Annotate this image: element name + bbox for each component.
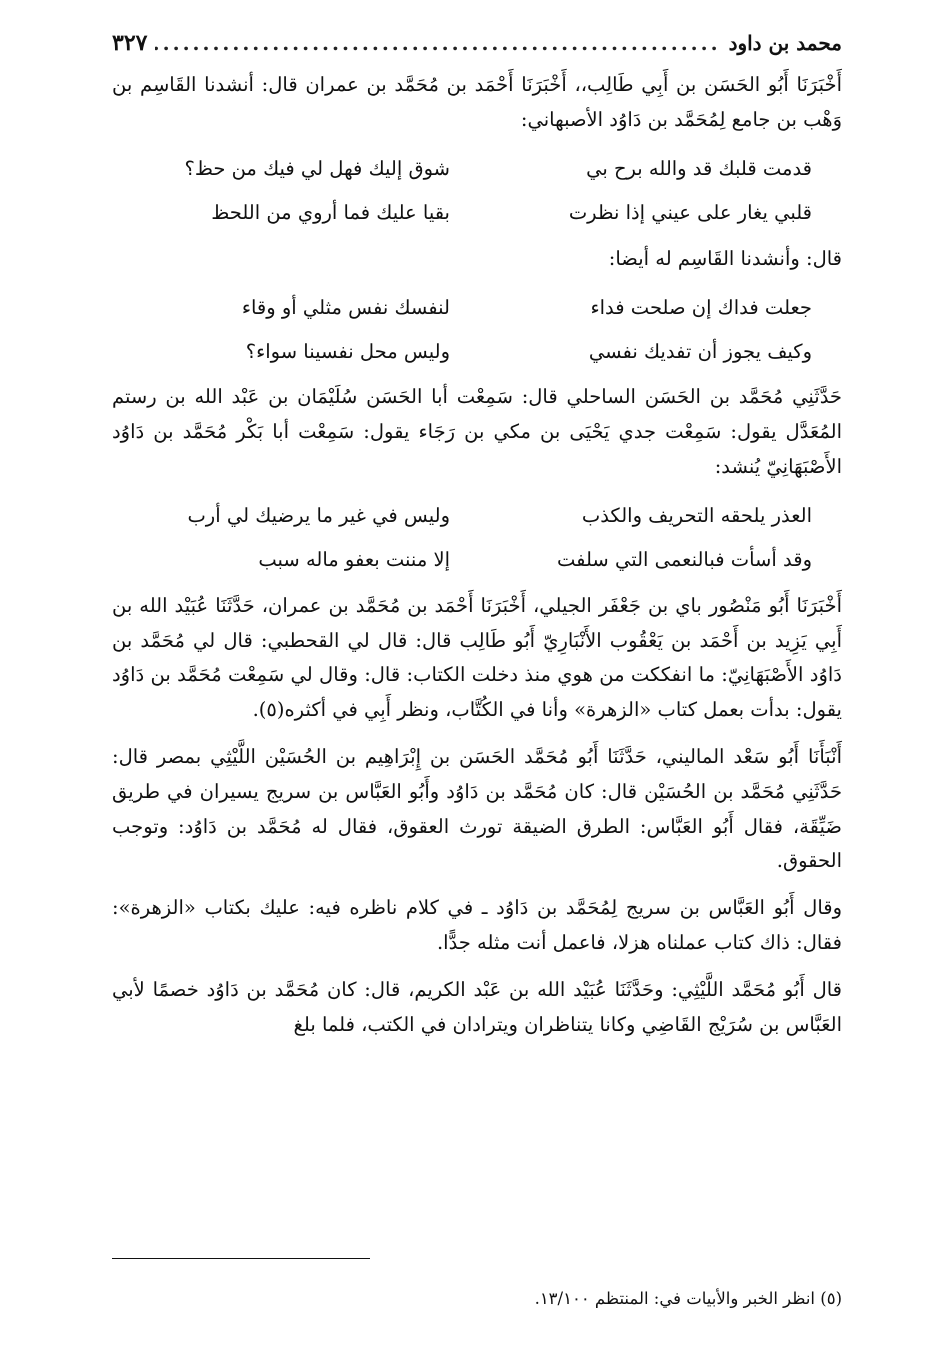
paragraph: وقال أَبُو العَبَّاس بن سريج لِمُحَمَّد بن دَاوُد ـ في كلام ناظره فيه: عليك بكتاب «الزهرة»: فقال: ذاك كتاب عملناه هزلا، فاعمل أنت مثله جدًّا. <box>112 896 842 954</box>
verse-first-hemistich: العذر يلحقه التحريف والكذب <box>581 504 812 528</box>
verse-line <box>112 192 842 236</box>
leader-dots <box>155 31 720 55</box>
verse-second-hemistich: وليس في غير ما يرضيك لي أرب <box>187 504 450 528</box>
verse-second-hemistich: شوق إليك فهل لي فيك من حظ؟ <box>184 157 450 181</box>
verse-first-hemistich: جعلت فداك إن صلحت فداء <box>590 295 812 319</box>
footnote: (٥) انظر الخبر والأبيات في: المنتظم ١٣/١٠٠. <box>534 1289 842 1308</box>
poem <box>112 495 842 583</box>
verse-line <box>112 495 842 539</box>
poem <box>112 148 842 236</box>
verse-first-hemistich: وقد أسأت فبالنعمى التي سلفت <box>556 548 812 572</box>
book-page <box>112 30 842 1350</box>
verse-second-hemistich: بقيا عليك فما أروي من اللحظ <box>211 201 450 225</box>
paragraph: حَدَّثَنِي مُحَمَّد بن الحَسَن الساحلي قال: سَمِعْت أبا الحَسَن سُلَيْمَان بن عَبْد الله بن رستم المُعَدَّل يقول: سَمِعْت جدي يَحْيَى بن مكي بن رَجَاء يقول: سَمِعْت أبا بَكْر مُحَمَّد بن دَاوُد الأَصْبَهَانِيّ يُنشد: <box>112 385 842 478</box>
paragraph: قال: وأنشدنا القَاسِم له أيضا: <box>608 246 842 270</box>
chapter-title: محمد بن داود <box>728 31 842 55</box>
running-header <box>112 30 842 68</box>
paragraph: أَخْبَرَنَا أَبُو مَنْصُور باي بن جَعْفَر الجيلي، أَخْبَرَنَا أَحْمَد بن مُحَمَّد بن عمران، حَدَّثَنَا عُبَيْد الله بن أَبِي يَزِيد بن أَحْمَد بن يَعْقُوب الأَنْبَارِيّ أَبُو طَالِب قال: قال لي القحطبي: قال لي مُحَمَّد بن دَاوُد الأَصْبَهَانِيّ: ما انفككت من هوي منذ دخلت الكتاب: قال: وقال لي سَمِعْت مُحَمَّد بن دَاوُد يقول: بدأت بعمل كتاب «الزهرة» وأنا في الكُتَّاب، ونظر أَبِي في أكثره(٥). <box>112 593 842 722</box>
verse-second-hemistich: وليس محل نفسينا سواء؟ <box>245 339 450 363</box>
verse-line <box>112 330 842 374</box>
verse-line <box>112 286 842 330</box>
paragraph: أَنْبَأَنَا أَبُو سَعْد الماليني، حَدَّثَنَا أَبُو مُحَمَّد الحَسَن بن إِبْرَاهِيم بن الحُسَيْن اللَّيْثِي بمصر قال: حَدَّثَنِي مُحَمَّد بن الحُسَيْن قال: كان مُحَمَّد بن دَاوُد وأَبُو العَبَّاس بن سريج يسيران في طريق ضَيِّقَة، فقال أَبُو العَبَّاس: الطرق الضيقة تورث العقوق، فقال له مُحَمَّد بن دَاوُد: وتوجب الحقوق. <box>112 744 842 873</box>
page-number: ٣٢٧ <box>112 30 148 56</box>
verse-second-hemistich: إلا مننت بعفو ماله سبب <box>258 548 450 572</box>
poem <box>112 286 842 374</box>
paragraph: أَخْبَرَنَا أَبُو الحَسَن بن أَبِي طَالِب،، أَخْبَرَنَا أَحْمَد بن مُحَمَّد بن عمران قال: أنشدنا القَاسِم بن وَهْب بن جامع لِمُحَمَّد بن دَاوُد الأصبهاني: <box>112 73 842 131</box>
verse-line <box>112 148 842 192</box>
verse-first-hemistich: وكيف يجوز أن تفديك نفسي <box>588 339 812 363</box>
paragraph: قال أَبُو مُحَمَّد اللَّيْثِي: وحَدَّثَنَا عُبَيْد الله بن عَبْد الكريم، قال: كان مُحَمَّد بن دَاوُد خصمًا لأبي العَبَّاس بن سُرَيْج القَاضِي وكانا يتناظران ويترادان في الكتب، فلما بلغ <box>112 977 842 1036</box>
verse-first-hemistich: قدمت قلبك قد والله برح بي <box>586 157 812 181</box>
verse-line <box>112 539 842 583</box>
verse-second-hemistich: لنفسك نفس مثلي أو وقاء <box>241 295 450 319</box>
footnote-separator <box>112 1258 370 1259</box>
page-body <box>112 68 842 1042</box>
verse-first-hemistich: قلبي يغار على عيني إذا نظرت <box>568 201 812 225</box>
